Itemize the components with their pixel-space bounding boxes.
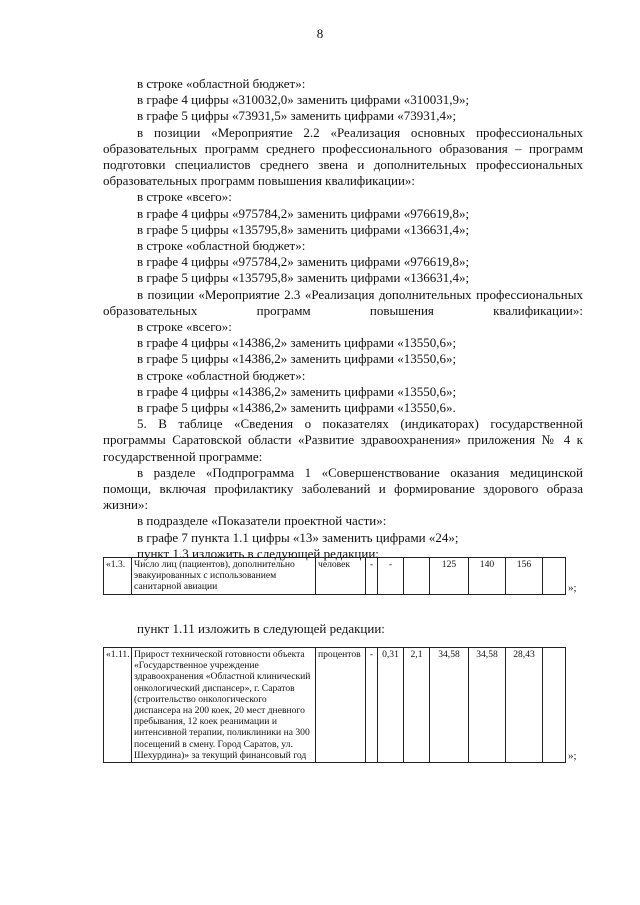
cell-name: Прирост технической готовности объекта «Государственное учреждение здравоохранения «Областной клинический онкологический диспансер», г. Саратов (строительство онкологического диспансера на 200 коек, 20 мест дневного пребывания, 12 коек реанимации и интенсивной терапии, поликлиники на 300 посещений в смену. Город Саратов, ул. Шехурдина)» за текущий финансовый год bbox=[132, 648, 316, 763]
table-row bbox=[104, 648, 588, 763]
paragraph: в графе 4 цифры «975784,2» заменить цифрами «976619,8»; bbox=[137, 254, 470, 270]
paragraph: в строке «областной бюджет»: bbox=[137, 76, 306, 91]
paragraph: в графе 5 цифры «73931,5» заменить цифрами «73931,4»; bbox=[137, 108, 457, 124]
page-number: 8 bbox=[316, 26, 324, 41]
paragraph: в строке «областной бюджет»: bbox=[137, 367, 306, 383]
paragraph: в позиции «Мероприятие 2.2 «Реализация основных профессиональных образовательных программ среднего профессионального образования – программ подготовки специалистов среднего звена и дополнительных профессиональных образовательных программ повышения квалификации»: bbox=[103, 124, 583, 189]
cell-name: Число лиц (пациентов), дополнительно эвакуированных с использованием санитарной авиации bbox=[132, 558, 316, 595]
paragraph: в графе 5 цифры «14386,2» заменить цифрами «13550,6»; bbox=[137, 351, 457, 367]
paragraph: в графе 5 цифры «14386,2» заменить цифрами «13550,6». bbox=[137, 400, 456, 416]
indicator-table-1-3 bbox=[103, 557, 588, 595]
cell-col6 bbox=[404, 558, 430, 595]
indicator-table-1-11 bbox=[103, 647, 588, 763]
document-body bbox=[103, 76, 583, 562]
cell-unit: человек bbox=[316, 558, 366, 595]
cell-unit: процентов bbox=[316, 648, 366, 763]
paragraph: в графе 4 цифры «14386,2» заменить цифрами «13550,6»; bbox=[137, 383, 457, 399]
paragraph: в графе 4 цифры «975784,2» заменить цифрами «976619,8»; bbox=[137, 205, 470, 221]
cell-col4: - bbox=[366, 558, 378, 595]
cell-col5: 0,31 bbox=[378, 648, 404, 763]
paragraph: пункт 1.3 изложить в следующей редакции: bbox=[137, 545, 379, 561]
cell-col8: 34,58 bbox=[469, 648, 506, 763]
cell-col9: 156 bbox=[506, 558, 543, 595]
cell-col6: 2,1 bbox=[404, 648, 430, 763]
paragraph: в графе 5 цифры «135795,8» заменить цифрами «136631,4»; bbox=[137, 221, 470, 237]
paragraph: в строке «всего»: bbox=[137, 189, 232, 205]
paragraph: в графе 7 пункта 1.1 цифры «13» заменить цифрами «24»; bbox=[137, 529, 459, 545]
paragraph: в графе 4 цифры «14386,2» заменить цифрами «13550,6»; bbox=[137, 335, 457, 351]
cell-col7: 125 bbox=[430, 558, 469, 595]
paragraph: в строке «всего»: bbox=[137, 319, 232, 335]
paragraph: 5. В таблице «Сведения о показателях (индикаторах) государственной программы Саратовской области «Развитие здравоохранения» приложения № 4 к государственной программе: bbox=[103, 416, 583, 464]
closing-quote: »; bbox=[568, 750, 577, 763]
paragraph: в графе 5 цифры «135795,8» заменить цифрами «136631,4»; bbox=[137, 270, 470, 286]
cell-col10 bbox=[543, 558, 566, 595]
cell-col5: - bbox=[378, 558, 404, 595]
cell-num: «1.3. bbox=[104, 558, 132, 595]
cell-num: «1.11. bbox=[104, 648, 132, 763]
paragraph: в позиции «Мероприятие 2.3 «Реализация дополнительных профессиональных образовательных программ повышения квалификации»: bbox=[103, 286, 583, 318]
paragraph: в графе 4 цифры «310032,0» заменить цифрами «310031,9»; bbox=[137, 92, 470, 108]
table-row bbox=[104, 558, 588, 595]
cell-col8: 140 bbox=[469, 558, 506, 595]
cell-col7: 34,58 bbox=[430, 648, 469, 763]
paragraph: пункт 1.11 изложить в следующей редакции: bbox=[137, 621, 385, 636]
paragraph: в подразделе «Показатели проектной части»: bbox=[137, 513, 387, 529]
cell-col9: 28,43 bbox=[506, 648, 543, 763]
cell-col10 bbox=[543, 648, 566, 763]
cell-col4: - bbox=[366, 648, 378, 763]
paragraph: в строке «областной бюджет»: bbox=[137, 238, 306, 254]
closing-quote: »; bbox=[568, 581, 577, 594]
paragraph: в разделе «Подпрограмма 1 «Совершенствование оказания медицинской помощи, включая профилактику заболеваний и формирование здорового образа жизни»: bbox=[103, 464, 583, 513]
